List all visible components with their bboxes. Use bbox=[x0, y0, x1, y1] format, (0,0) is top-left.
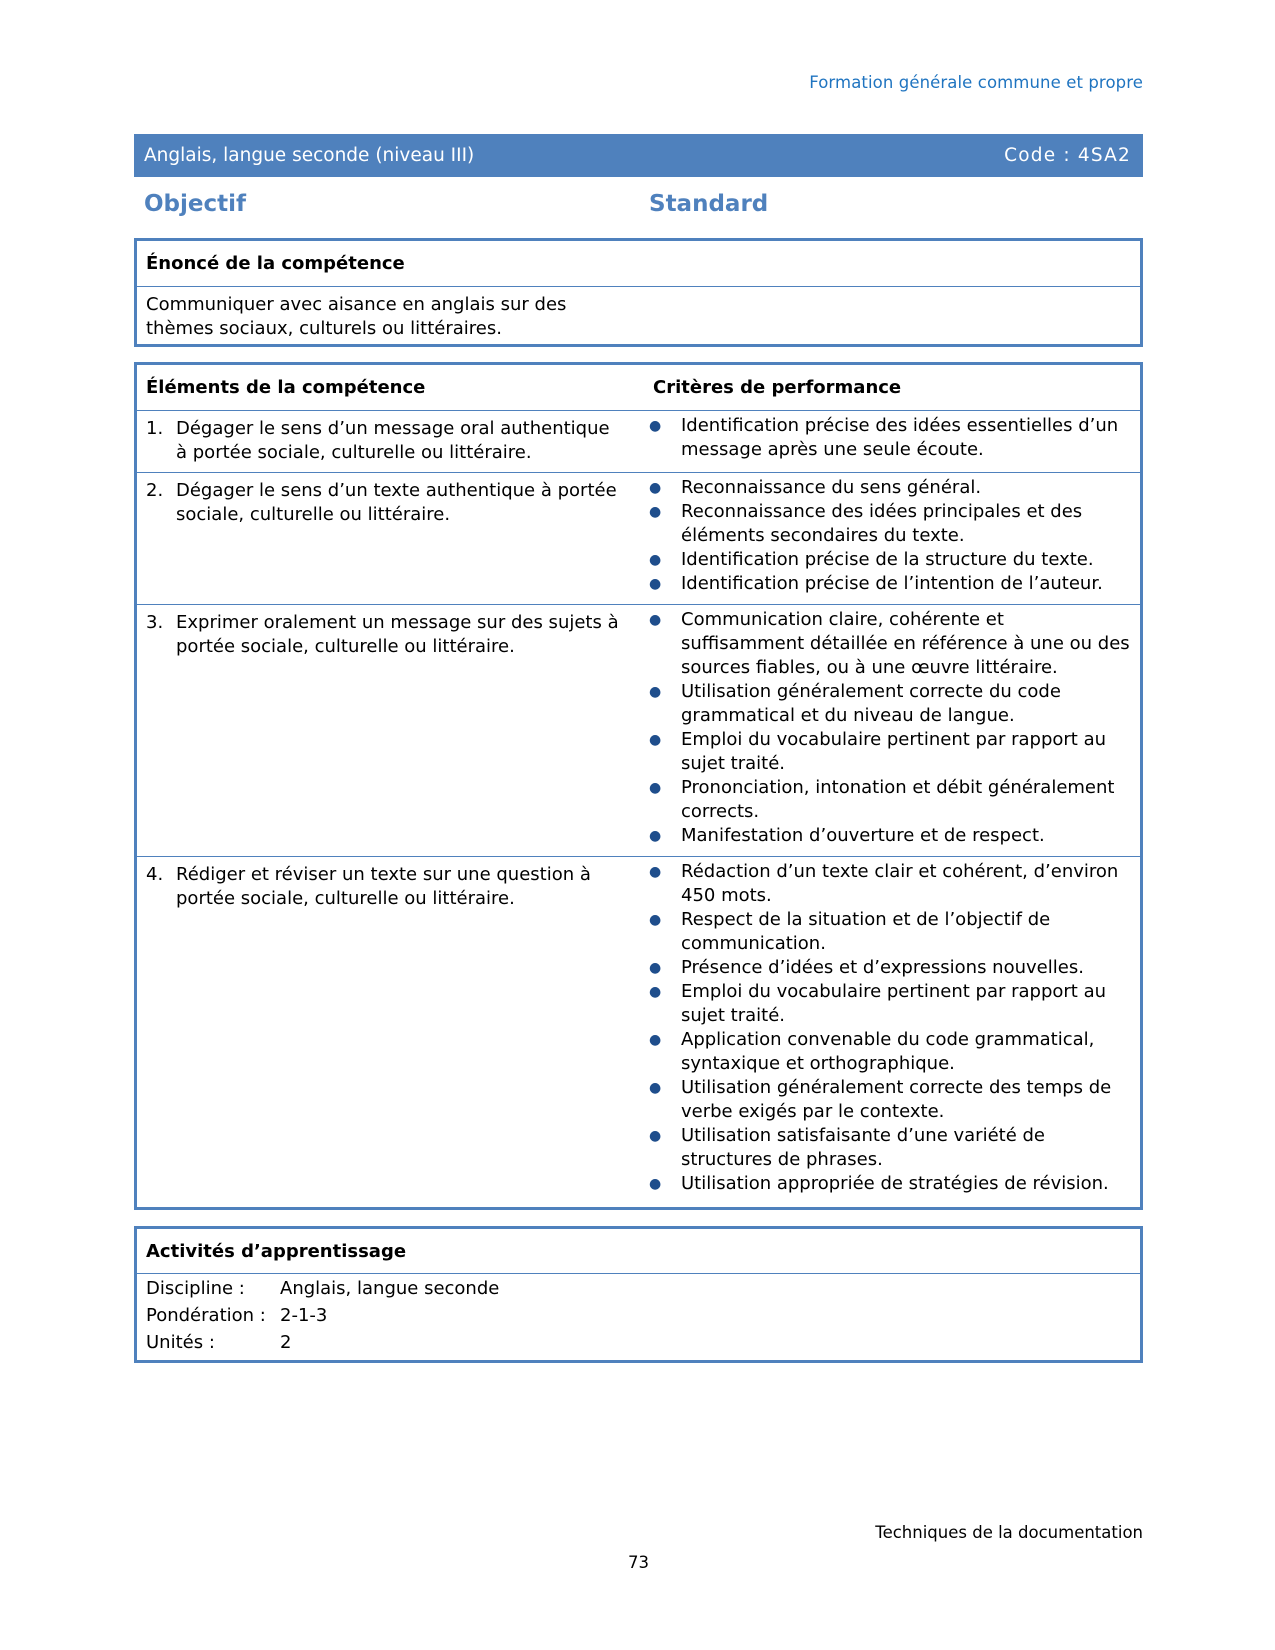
course-code: Code : 4SA2 bbox=[1004, 145, 1131, 166]
criteria-item: ● Emploi du vocabulaire pertinent par rapport au sujet traité. bbox=[645, 728, 1130, 776]
bullet-icon: ● bbox=[649, 912, 662, 928]
criteria-list bbox=[645, 476, 1130, 596]
bullet-icon: ● bbox=[649, 684, 662, 700]
criteria-item: ● Identification précise des idées essentielles d’un message après une seule écoute. bbox=[645, 414, 1130, 462]
criteria-item: ● Utilisation appropriée de stratégies de révision. bbox=[645, 1172, 1130, 1196]
course-title-bar bbox=[134, 134, 1143, 177]
table-row bbox=[137, 411, 1140, 472]
criteria-item: ● Respect de la situation et de l’objectif de communication. bbox=[645, 908, 1130, 956]
criteria-item: ● Manifestation d’ouverture et de respect. bbox=[645, 824, 1130, 848]
course-title: Anglais, langue seconde (niveau III) bbox=[144, 145, 475, 166]
criteria-item: ● Prononciation, intonation et débit généralement corrects. bbox=[645, 776, 1130, 824]
activite-ponderation: Pondération : 2-1-3 bbox=[146, 1305, 328, 1326]
bullet-icon: ● bbox=[649, 984, 662, 1000]
bullet-icon: ● bbox=[649, 780, 662, 796]
running-head: Formation générale commune et propre bbox=[809, 73, 1143, 92]
activite-unites: Unités : 2 bbox=[146, 1332, 292, 1353]
criteria-item: ● Utilisation généralement correcte des temps de verbe exigés par le contexte. bbox=[645, 1076, 1130, 1124]
header-criteres: Critères de performance bbox=[653, 377, 902, 398]
bullet-icon: ● bbox=[649, 828, 662, 844]
table-row bbox=[137, 472, 1140, 604]
activite-discipline: Discipline : Anglais, langue seconde bbox=[146, 1278, 500, 1299]
enonce-heading: Énoncé de la compétence bbox=[137, 241, 1140, 287]
criteria-item: ● Présence d’idées et d’expressions nouvelles. bbox=[645, 956, 1130, 980]
criteria-item: ● Communication claire, cohérente et suffisamment détaillée en référence à une ou des sources fiables, ou à une œuvre littéraire. bbox=[645, 608, 1130, 680]
standard-heading: Standard bbox=[649, 191, 769, 217]
bullet-icon: ● bbox=[649, 612, 662, 628]
element-text: Dégager le sens d’un texte authentique à portée sociale, culturelle ou littéraire. bbox=[176, 480, 617, 525]
element-number: 3. bbox=[146, 612, 164, 633]
bullet-icon: ● bbox=[649, 480, 662, 496]
bullet-icon: ● bbox=[649, 552, 662, 568]
bullet-icon: ● bbox=[649, 960, 662, 976]
criteria-list bbox=[645, 414, 1130, 462]
criteria-item: ● Identification précise de la structure du texte. bbox=[645, 548, 1130, 572]
objectif-heading: Objectif bbox=[144, 191, 247, 217]
criteria-item: ● Utilisation généralement correcte du code grammatical et du niveau de langue. bbox=[645, 680, 1130, 728]
bullet-icon: ● bbox=[649, 732, 662, 748]
enonce-box bbox=[134, 238, 1143, 347]
bullet-icon: ● bbox=[649, 864, 662, 880]
competence-table bbox=[134, 362, 1143, 1210]
criteria-list bbox=[645, 860, 1130, 1196]
element-number: 2. bbox=[146, 480, 164, 501]
element-number: 1. bbox=[146, 418, 164, 439]
element-text: Rédiger et réviser un texte sur une question à portée sociale, culturelle ou littéraire. bbox=[176, 864, 591, 909]
table-row bbox=[137, 604, 1140, 856]
element-text: Dégager le sens d’un message oral authentique à portée sociale, culturelle ou littéraire. bbox=[176, 418, 610, 463]
bullet-icon: ● bbox=[649, 1080, 662, 1096]
footer-program: Techniques de la documentation bbox=[875, 1523, 1143, 1542]
table-header bbox=[137, 365, 1140, 411]
bullet-icon: ● bbox=[649, 418, 662, 434]
criteria-item: ● Reconnaissance des idées principales et des éléments secondaires du texte. bbox=[645, 500, 1130, 548]
enonce-text: Communiquer avec aisance en anglais sur des thèmes sociaux, culturels ou littéraires. bbox=[146, 294, 567, 339]
bullet-icon: ● bbox=[649, 1032, 662, 1048]
bullet-icon: ● bbox=[649, 504, 662, 520]
element-text: Exprimer oralement un message sur des sujets à portée sociale, culturelle ou littéraire. bbox=[176, 612, 619, 657]
bullet-icon: ● bbox=[649, 1128, 662, 1144]
header-elements: Éléments de la compétence bbox=[146, 377, 426, 398]
activites-heading: Activités d’apprentissage bbox=[137, 1229, 1140, 1274]
page-number: 73 bbox=[628, 1553, 649, 1572]
table-row bbox=[137, 856, 1140, 1207]
bullet-icon: ● bbox=[649, 1176, 662, 1192]
activites-box bbox=[134, 1226, 1143, 1363]
criteria-item: ● Emploi du vocabulaire pertinent par rapport au sujet traité. bbox=[645, 980, 1130, 1028]
bullet-icon: ● bbox=[649, 576, 662, 592]
element-number: 4. bbox=[146, 864, 164, 885]
criteria-item: ● Utilisation satisfaisante d’une variété de structures de phrases. bbox=[645, 1124, 1130, 1172]
criteria-item: ● Rédaction d’un texte clair et cohérent, d’environ 450 mots. bbox=[645, 860, 1130, 908]
criteria-item: ● Reconnaissance du sens général. bbox=[645, 476, 1130, 500]
criteria-item: ● Application convenable du code grammatical, syntaxique et orthographique. bbox=[645, 1028, 1130, 1076]
criteria-list bbox=[645, 608, 1130, 848]
criteria-item: ● Identification précise de l’intention de l’auteur. bbox=[645, 572, 1130, 596]
